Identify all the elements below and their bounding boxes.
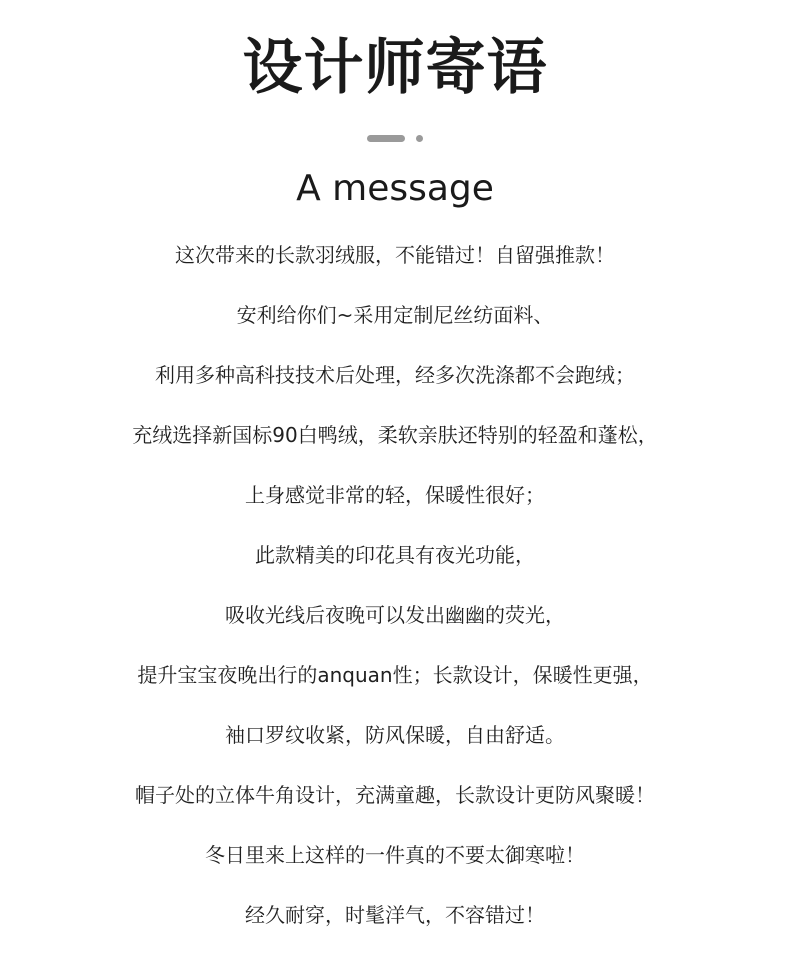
message-line: 此款精美的印花具有夜光功能， [255,543,535,567]
message-line: 提升宝宝夜晚出行的anquan性；长款设计，保暖性更强， [137,663,653,687]
title-divider [0,135,790,143]
message-line: 充绒选择新国标90白鸭绒，柔软亲肤还特别的轻盈和蓬松， [132,423,658,447]
message-line: 上身感觉非常的轻，保暖性很好； [245,483,545,507]
message-body [0,235,790,955]
message-line: 袖口罗纹收紧，防风保暖，自由舒适。 [225,723,565,747]
message-line: 安利给你们~采用定制尼丝纺面料、 [236,303,554,327]
message-line: 利用多种高科技技术后处理，经多次洗涤都不会跑绒； [155,363,635,387]
message-line: 冬日里来上这样的一件真的不要太御寒啦！ [205,843,585,867]
message-line: 这次带来的长款羽绒服，不能错过！自留强推款！ [175,243,615,267]
message-line: 吸收光线后夜晚可以发出幽幽的荧光， [225,603,565,627]
divider-bar [367,135,405,142]
page-title: 设计师寄语 [242,33,548,103]
divider-dot [416,135,423,142]
message-line: 帽子处的立体牛角设计，充满童趣，长款设计更防风聚暖！ [135,783,655,807]
page-subtitle: A message [296,168,494,209]
message-line: 经久耐穿，时髦洋气，不容错过！ [245,903,545,927]
